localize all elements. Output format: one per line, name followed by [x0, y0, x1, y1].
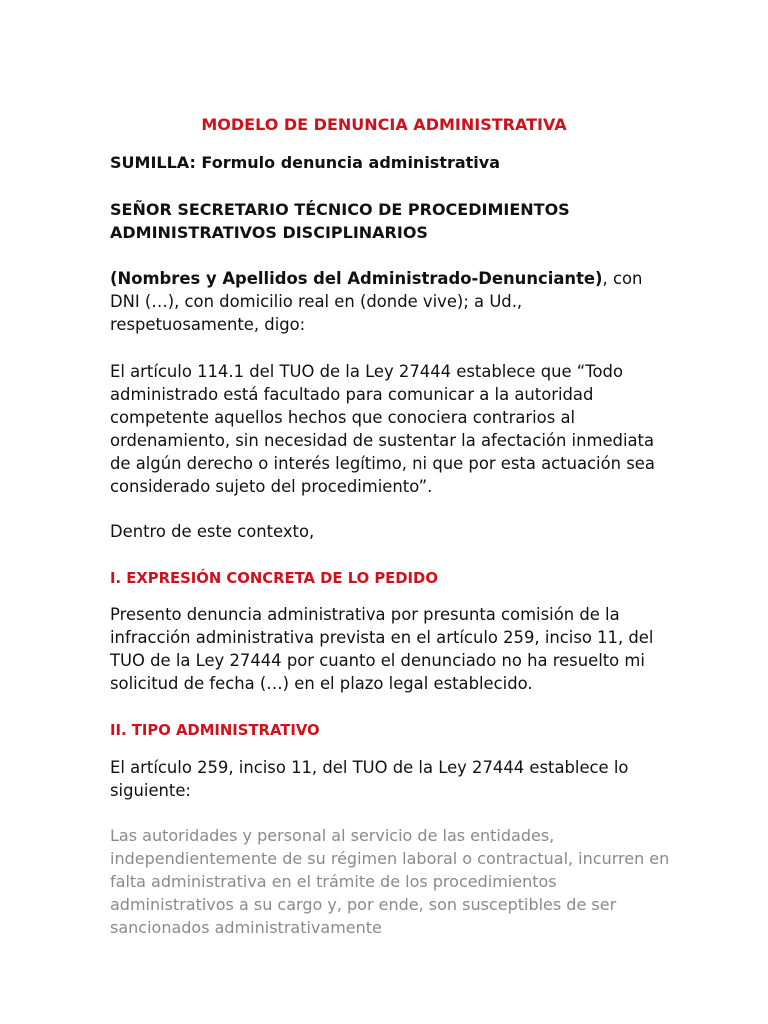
paragraph-context: Dentro de este contexto, [110, 522, 315, 541]
section-1-heading: I. EXPRESIÓN CONCRETA DE LO PEDIDO [110, 570, 438, 587]
addressee-line-2: ADMINISTRATIVOS DISCIPLINARIOS [110, 223, 428, 242]
intro-rest: , con DNI (…), con domicilio real en (donde vive); a Ud., respetuosamente, digo: [110, 269, 643, 334]
legal-quote: Las autoridades y personal al servicio de las entidades, independientemente de su régimen laboral o contractual, incurren en falta administrativa en el trámite de los procedimientos administrativos a su cargo y, por ende, son susceptibles de ser sancionados administrativamente [110, 826, 670, 937]
section-2-heading: II. TIPO ADMINISTRATIVO [110, 722, 320, 739]
addressee [110, 198, 670, 244]
section-2-text: El artículo 259, inciso 11, del TUO de la Ley 27444 establece lo siguiente: [110, 758, 629, 800]
paragraph-article-114: El artículo 114.1 del TUO de la Ley 27444 establece que “Todo administrado está facultado para comunicar a la autoridad competente aquellos hechos que conociera contrarios al ordenamiento, sin necesidad de sustentar la afectación inmediata de algún derecho o interés legítimo, ni que por esta actuación sea considerado sujeto del procedimiento”. [110, 362, 655, 496]
sumilla: SUMILLA: Formulo denuncia administrativa [110, 153, 501, 172]
complainant-name-placeholder: (Nombres y Apellidos del Administrado-Denunciante) [110, 269, 603, 288]
document-title: MODELO DE DENUNCIA ADMINISTRATIVA [201, 115, 567, 134]
addressee-line-1: SEÑOR SECRETARIO TÉCNICO DE PROCEDIMIENTOS [110, 200, 570, 219]
section-1-text: Presento denuncia administrativa por presunta comisión de la infracción administrativa prevista en el artículo 259, inciso 11, del TUO de la Ley 27444 por cuanto el denunciado no ha resuelto mi solicitud de fecha (…) en el plazo legal establecido. [110, 605, 654, 693]
intro-paragraph [110, 267, 670, 336]
